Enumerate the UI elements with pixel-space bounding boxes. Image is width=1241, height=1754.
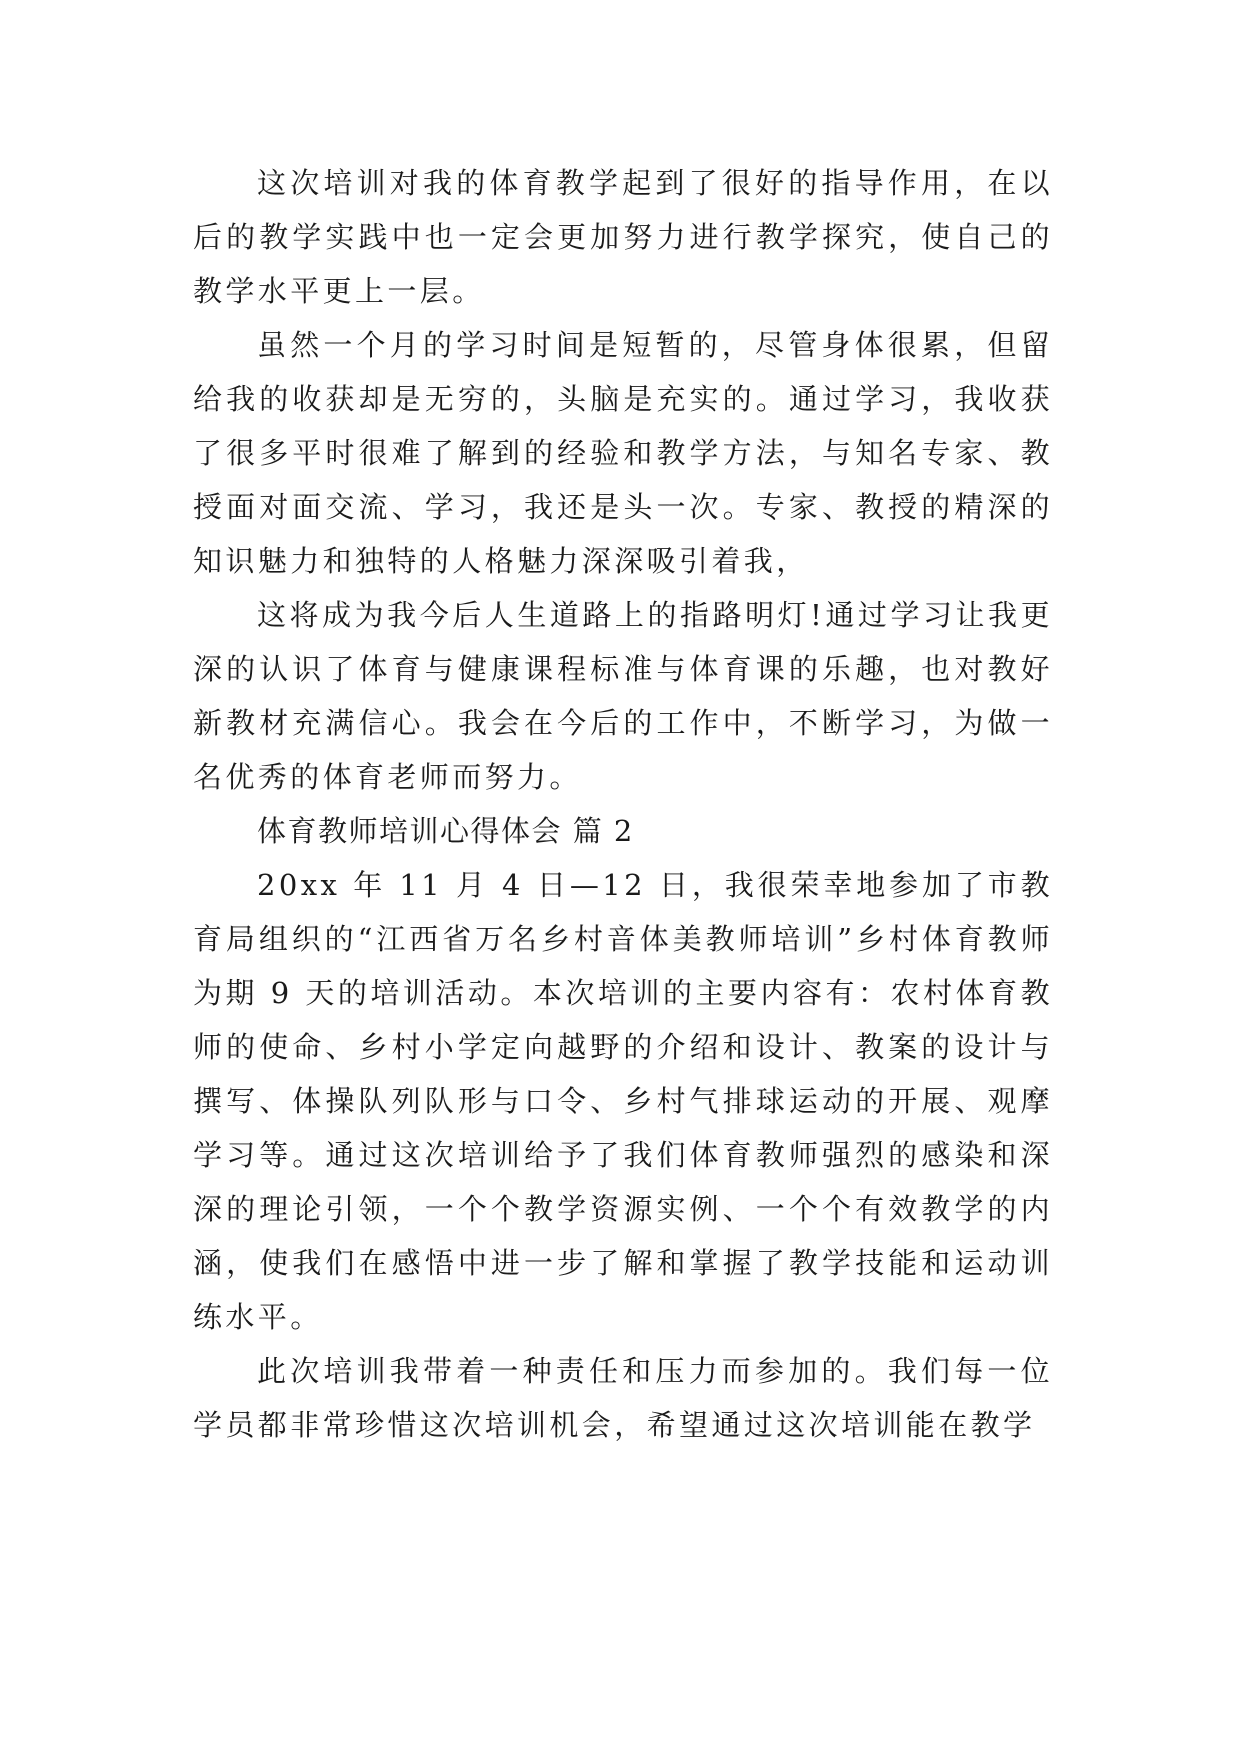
paragraph-one-month-study: 虽然一个月的学习时间是短暂的，尽管身体很累，但留给我的收获却是无穷的，头脑是充实的。通过学习，我收获了很多平时很难了解到的经验和教学方法，与知名专家、教授面对面交流、学习，我还是头一次。专家、教授的精深的知识魅力和独特的人格魅力深深吸引着我， [193, 328, 1053, 578]
paragraph-responsibility: 此次培训我带着一种责任和压力而参加的。我们每一位学员都非常珍惜这次培训机会，希望通过这次培训能在教学 [193, 1354, 1053, 1442]
section-heading: 体育教师培训心得体会 篇 2 [257, 814, 634, 848]
paragraph-guiding-light: 这将成为我今后人生道路上的指路明灯!通过学习让我更深的认识了体育与健康课程标准与体育课的乐趣，也对教好新教材充满信心。我会在今后的工作中，不断学习，为做一名优秀的体育老师而努力。 [193, 598, 1053, 794]
paragraph-training-guidance: 这次培训对我的体育教学起到了很好的指导作用，在以后的教学实践中也一定会更加努力进行教学探究，使自己的教学水平更上一层。 [193, 166, 1053, 308]
document-body [193, 156, 1053, 1452]
paragraph-training-dates: 20xx 年 11 月 4 日—12 日，我很荣幸地参加了市教育局组织的“江西省万名乡村音体美教师培训”乡村体育教师为期 9 天的培训活动。本次培训的主要内容有：农村体育教师的使命、乡村小学定向越野的介绍和设计、教案的设计与撰写、体操队列队形与口令、乡村气排球运动的开展、观摩学习等。通过这次培训给予了我们体育教师强烈的感染和深深的理论引领，一个个教学资源实例、一个个有效教学的内涵，使我们在感悟中进一步了解和掌握了教学技能和运动训练水平。 [193, 868, 1053, 1334]
